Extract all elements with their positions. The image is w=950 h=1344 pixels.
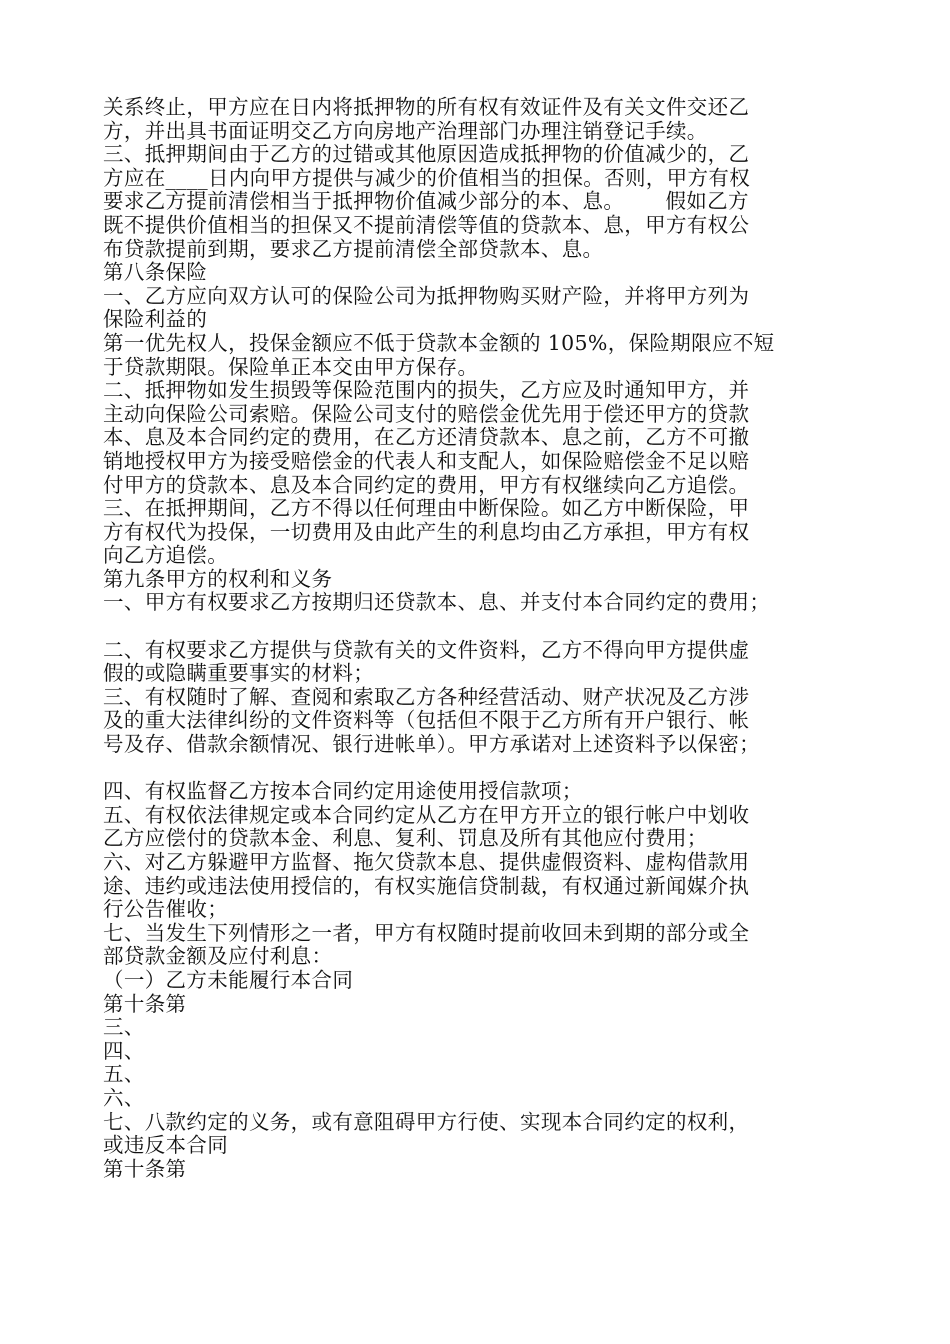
text-line: 保险利益的 — [103, 307, 208, 332]
text-line: 于贷款期限。保险单正本交由甲方保存。 — [103, 354, 479, 379]
text-line: 行公告催收； — [103, 897, 229, 922]
text-line: 三、在抵押期间，乙方不得以任何理由中断保险。如乙方中断保险，甲 — [103, 496, 750, 521]
text-line: （一）乙方未能履行本合同 — [103, 967, 354, 992]
text-line: 二、有权要求乙方提供与贷款有关的文件资料，乙方不得向甲方提供虚 — [103, 637, 750, 662]
text-line: 乙方应偿付的贷款本金、利息、复利、罚息及所有其他应付费用； — [103, 826, 708, 851]
text-line: 六、 — [103, 1085, 145, 1110]
text-line: 三、有权随时了解、查阅和索取乙方各种经营活动、财产状况及乙方涉 — [103, 684, 750, 709]
text-line: 向乙方追偿。 — [103, 543, 229, 568]
blank-line — [103, 757, 863, 781]
text-line: 五、有权依法律规定或本合同约定从乙方在甲方开立的银行帐户中划收 — [103, 802, 750, 827]
text-line: 关系终止，甲方应在日内将抵押物的所有权有效证件及有关文件交还乙 — [103, 95, 750, 119]
text-line: 部贷款金额及应付利息： — [103, 944, 333, 969]
text-line: 号及存、借款余额情况、银行进帐单）。甲方承诺对上述资料予以保密； — [103, 732, 760, 757]
text-line: 三、抵押期间由于乙方的过错或其他原因造成抵押物的价值减少的，乙 — [103, 142, 750, 167]
text-line: 布贷款提前到期，要求乙方提前清偿全部贷款本、息。 — [103, 236, 604, 261]
text-line: 第十条第 — [103, 991, 187, 1016]
text-line: 及的重大法律纠纷的文件资料等（包括但不限于乙方所有开户银行、帐 — [103, 708, 750, 733]
text-line: 三、 — [103, 1015, 145, 1040]
text-line: 七、八款约定的义务，或有意阻碍甲方行使、实现本合同约定的权利， — [103, 1109, 750, 1134]
text-line: 方应在____日内向甲方提供与减少的价值相当的担保。否则，甲方有权 — [103, 165, 751, 190]
text-line: 二、抵押物如发生损毁等保险范围内的损失，乙方应及时通知甲方，并 — [103, 378, 750, 403]
text-line: 销地授权甲方为接受赔偿金的代表人和支配人，如保险赔偿金不足以赔 — [103, 448, 750, 473]
text-line: 方，并出具书面证明交乙方向房地产治理部门办理注销登记手续。 — [103, 118, 708, 143]
text-line: 一、甲方有权要求乙方按期归还贷款本、息、并支付本合同约定的费用； — [103, 590, 771, 615]
document-body — [103, 96, 863, 1181]
text-line: 付甲方的贷款本、息及本合同约定的费用，甲方有权继续向乙方追偿。 — [103, 472, 750, 497]
section-heading: 第八条保险 — [103, 260, 208, 285]
text-line: 本、息及本合同约定的费用，在乙方还清贷款本、息之前，乙方不可撤 — [103, 425, 750, 450]
text-line: 主动向保险公司索赔。保险公司支付的赔偿金优先用于偿还甲方的贷款 — [103, 401, 750, 426]
text-line: 六、对乙方躲避甲方监督、拖欠贷款本息、提供虚假资料、虚构借款用 — [103, 850, 750, 874]
text-line: 途、违约或违法使用授信的，有权实施信贷制裁，有权通过新闻媒介执 — [103, 873, 750, 898]
text-line: 或违反本合同 — [103, 1133, 229, 1158]
text-line: 四、 — [103, 1038, 145, 1063]
text-line: 要求乙方提前清偿相当于抵押物价值减少部分的本、息。 假如乙方 — [103, 189, 749, 214]
text-line: 第一优先权人，投保金额应不低于贷款本金额的 105%，保险期限应不短 — [103, 330, 775, 355]
text-line: 五、 — [103, 1062, 145, 1087]
text-line: 方有权代为投保，一切费用及由此产生的利息均由乙方承担，甲方有权 — [103, 519, 750, 544]
section-heading: 第九条甲方的权利和义务 — [103, 566, 333, 591]
text-line: 假的或隐瞒重要事实的材料； — [103, 661, 375, 686]
text-line: 四、有权监督乙方按本合同约定用途使用授信款项； — [103, 779, 583, 804]
text-line: 一、乙方应向双方认可的保险公司为抵押物购买财产险，并将甲方列为 — [103, 283, 750, 308]
text-line: 第十条第 — [103, 1156, 187, 1181]
blank-line — [103, 615, 863, 639]
text-line: 七、当发生下列情形之一者，甲方有权随时提前收回未到期的部分或全 — [103, 920, 750, 945]
text-line: 既不提供价值相当的担保又不提前清偿等值的贷款本、息，甲方有权公 — [103, 212, 750, 237]
